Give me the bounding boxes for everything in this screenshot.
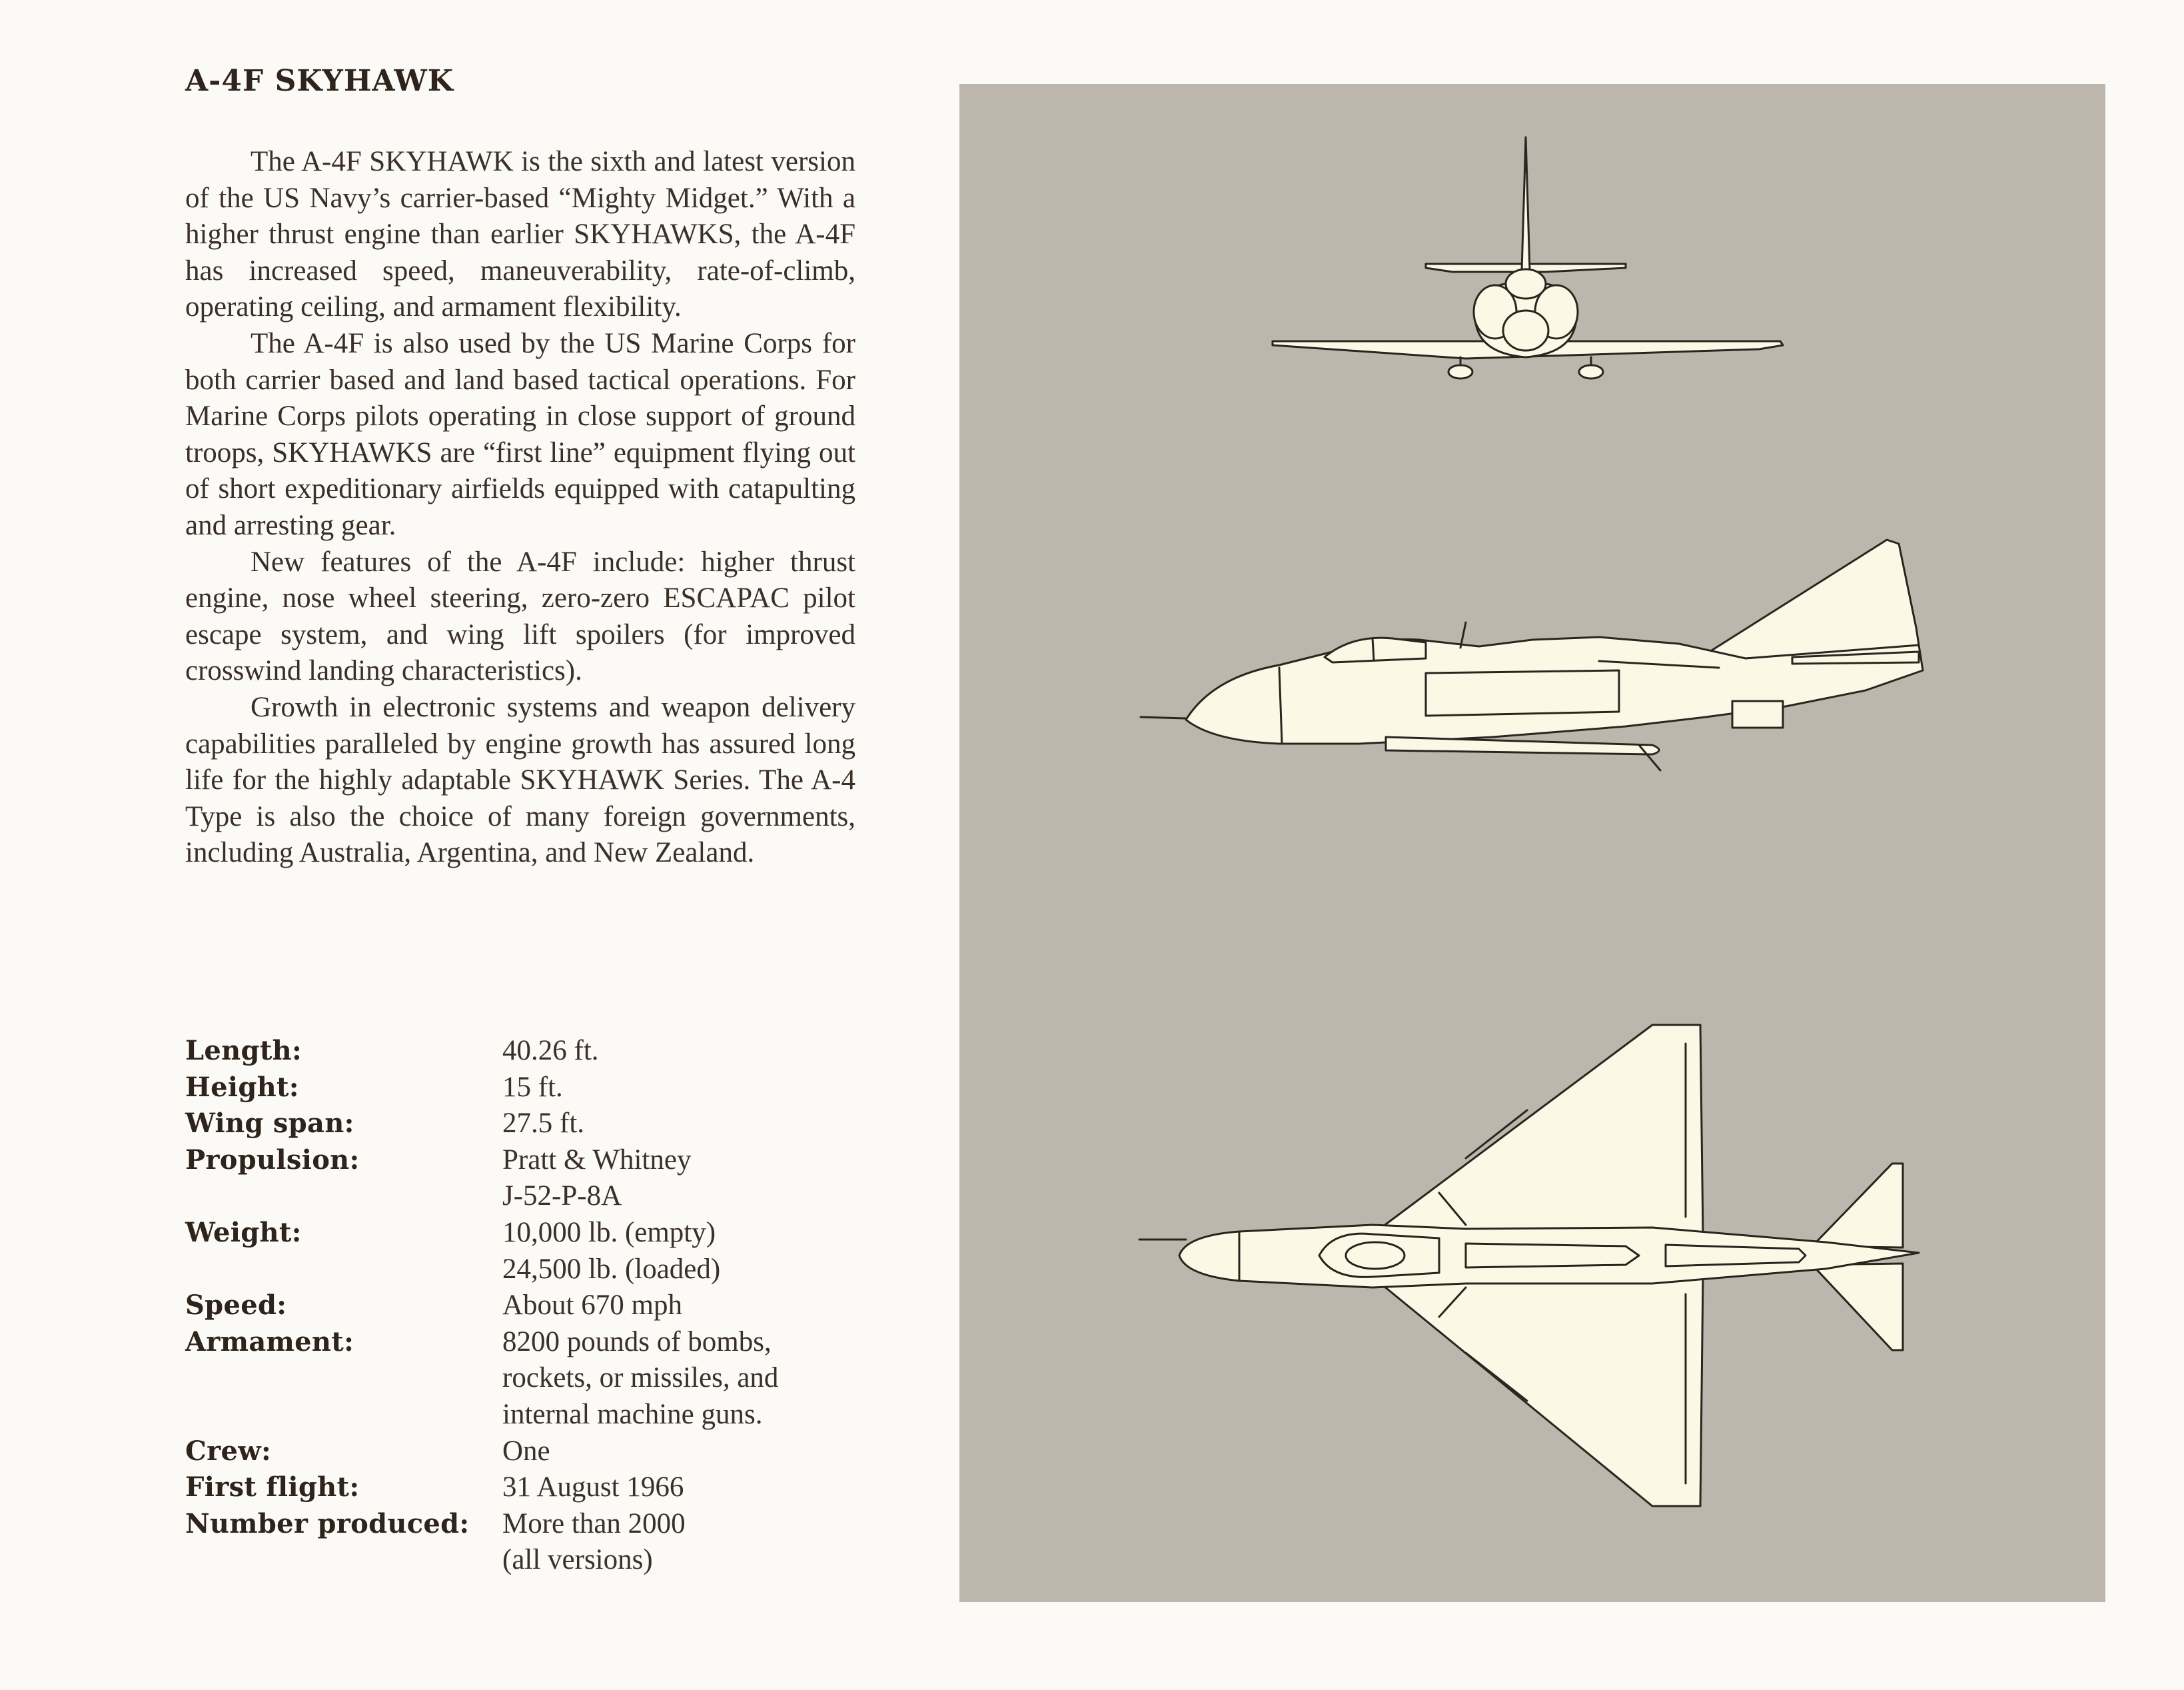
spec-values	[502, 1215, 855, 1287]
paragraph: The A-4F is also used by the US Marine Corps for both carrier based and land based tactical operations. For Marine Corps pilots operating in close support of ground troops, SKYHAWKS are “first line” equipment flying out of short expeditionary airfields equipped with catapulting and arresting gear.	[185, 327, 855, 541]
front-view-fin	[1522, 137, 1530, 271]
spec-value: rockets, or missiles, and	[502, 1362, 779, 1394]
side-view-canopy-frame	[1372, 638, 1374, 660]
side-view-drop-tank	[1386, 737, 1659, 754]
spec-label: Crew:	[185, 1435, 272, 1467]
spec-label: First flight:	[185, 1471, 360, 1503]
spec-label: Height:	[185, 1071, 299, 1103]
side-view	[1141, 540, 1923, 770]
spec-values	[502, 1142, 855, 1215]
top-view-canopy	[1346, 1242, 1404, 1269]
spec-value: More than 2000	[502, 1507, 686, 1539]
spec-values	[502, 1506, 855, 1579]
spec-row-first-flight	[185, 1469, 855, 1506]
top-view-spine	[1466, 1244, 1639, 1268]
spec-value: 40.26 ft.	[502, 1035, 599, 1066]
front-view-tank-left	[1448, 365, 1472, 379]
side-view-canopy	[1325, 638, 1426, 662]
spec-value: About 670 mph	[502, 1289, 682, 1321]
top-view-stabilizer-upper	[1812, 1164, 1903, 1248]
spec-row-length	[185, 1033, 855, 1070]
front-view-canopy	[1506, 269, 1546, 299]
spec-value: One	[502, 1435, 550, 1467]
spec-value: J-52-P-8A	[502, 1180, 622, 1212]
spec-values	[502, 1469, 855, 1506]
spec-row-speed	[185, 1287, 855, 1324]
paragraph: Growth in electronic systems and weapon delivery capabilities paralleled by engine growth has assured long life for the highly adaptable SKYHAWK Series. The A-4 Type is also the choice of many foreign governments, including Australia, Argentina, and New Zealand.	[185, 691, 855, 869]
spec-table	[185, 1033, 855, 1579]
spec-label: Speed:	[185, 1289, 287, 1321]
spec-value: Pratt & Whitney	[502, 1144, 692, 1176]
side-view-intake	[1426, 670, 1619, 716]
spec-values	[502, 1070, 855, 1106]
spec-value: internal machine guns.	[502, 1398, 763, 1430]
side-view-refuel-probe	[1141, 717, 1186, 718]
spec-label: Length:	[185, 1035, 302, 1066]
three-view-drawing	[959, 84, 2105, 1602]
spec-row-wing-span	[185, 1106, 855, 1142]
side-view-tailpipe	[1732, 701, 1783, 728]
spec-values	[502, 1106, 855, 1142]
front-view	[1273, 137, 1783, 379]
spec-row-crew	[185, 1433, 855, 1470]
spec-label: Weight:	[185, 1216, 302, 1248]
spec-values	[502, 1433, 855, 1470]
front-view-nose	[1503, 311, 1548, 351]
spec-values	[502, 1324, 855, 1433]
spec-label: Wing span:	[185, 1108, 354, 1140]
spec-value: 10,000 lb. (empty)	[502, 1216, 716, 1248]
paragraph: New features of the A-4F include: higher thrust engine, nose wheel steering, zero-zero ESCAPAC pilot escape system, and wing lift spoilers (for improved crosswind landing characteristics).	[185, 546, 855, 687]
spec-value: 15 ft.	[502, 1071, 563, 1103]
spec-values	[502, 1033, 855, 1070]
illustration-panel	[959, 84, 2105, 1602]
spec-value: 27.5 ft.	[502, 1108, 585, 1140]
paragraph: The A-4F SKYHAWK is the sixth and latest version of the US Navy’s carrier-based “Mighty Midget.” With a higher thrust engine than earlier SKYHAWKS, the A-4F has increased speed, maneuverability, rate-of-climb, operating ceiling, and armament flexibility.	[185, 146, 855, 323]
spec-row-armament	[185, 1324, 855, 1433]
spec-row-height	[185, 1070, 855, 1106]
spec-row-propulsion	[185, 1142, 855, 1215]
spec-label: Number produced:	[185, 1507, 470, 1539]
top-view-wing-upper	[1372, 1025, 1703, 1234]
top-view-tail-pod	[1666, 1245, 1806, 1266]
spec-values	[502, 1287, 855, 1324]
spec-value: 8200 pounds of bombs,	[502, 1325, 772, 1357]
spec-label: Propulsion:	[185, 1144, 360, 1176]
spec-value: (all versions)	[502, 1544, 653, 1576]
spec-row-number-produced	[185, 1506, 855, 1579]
top-view-wing-lower	[1372, 1277, 1703, 1506]
top-view	[1139, 1025, 1919, 1506]
description	[185, 144, 855, 872]
top-view-stabilizer-lower	[1812, 1264, 1903, 1350]
spec-value: 24,500 lb. (loaded)	[502, 1253, 721, 1285]
page-title: A-4F SKYHAWK	[185, 64, 454, 98]
spec-label: Armament:	[185, 1325, 354, 1357]
side-view-fin	[1699, 540, 1919, 658]
spec-value: 31 August 1966	[502, 1471, 684, 1503]
spec-row-weight	[185, 1215, 855, 1287]
front-view-tank-right	[1579, 365, 1603, 379]
